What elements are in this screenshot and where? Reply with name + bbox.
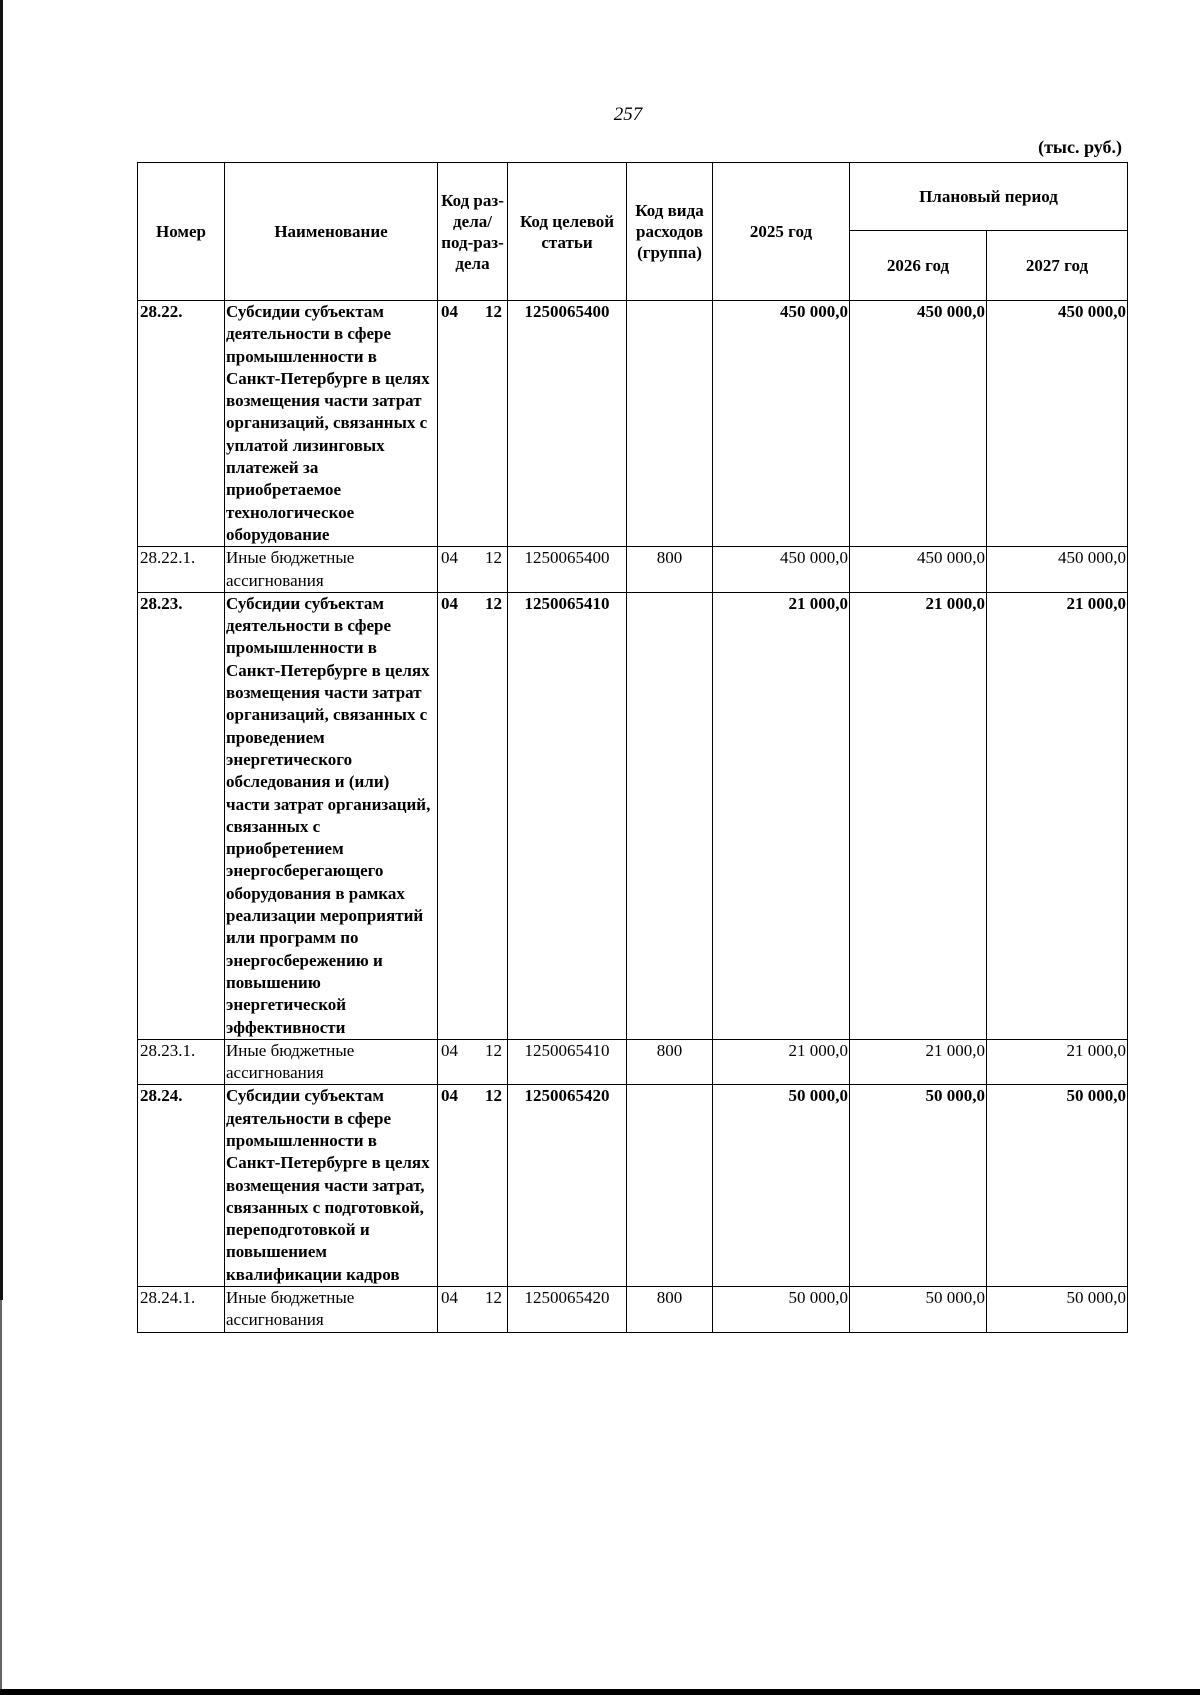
section-subsection <box>440 547 505 569</box>
scan-edge-mark <box>0 1300 2 1690</box>
subsection-code: 12 <box>485 302 502 321</box>
section-subsection <box>440 1085 505 1107</box>
row-amount-2026: 450 000,0 <box>850 547 987 593</box>
table-row <box>138 301 1128 547</box>
row-amount-2027: 450 000,0 <box>987 301 1128 547</box>
scan-bottom-edge <box>0 1689 1200 1695</box>
subsection-code: 12 <box>485 1086 502 1106</box>
header-number: Номер <box>138 163 225 301</box>
row-amount-2025: 450 000,0 <box>713 547 850 593</box>
header-planning-period: Плановый период <box>850 163 1128 231</box>
subsection-code: 12 <box>485 593 502 613</box>
header-expense-code: Код вида расходов (группа) <box>627 163 713 301</box>
row-expense-code <box>627 1085 713 1287</box>
row-amount-2026: 450 000,0 <box>850 301 987 547</box>
section-code: 04 <box>441 1086 458 1106</box>
row-target-code: 1250065410 <box>508 592 627 1039</box>
row-amount-2027: 21 000,0 <box>987 1039 1128 1085</box>
table-row <box>138 1039 1128 1085</box>
row-amount-2026: 21 000,0 <box>850 1039 987 1085</box>
table-row <box>138 1287 1128 1333</box>
header-year-2027: 2027 год <box>987 231 1128 301</box>
subsection-code: 12 <box>485 1288 502 1308</box>
row-name: Субсидии субъектам деятельности в сфере промышленности в Санкт-Петербурге в целях возмещения части затрат организаций, связанных с уплатой лизинговых платежей за приобретаемое технологическое оборудование <box>225 301 438 547</box>
row-number: 28.24.1. <box>138 1287 225 1333</box>
row-expense-code <box>627 592 713 1039</box>
row-target-code: 1250065420 <box>508 1085 627 1287</box>
row-target-code: 1250065420 <box>508 1287 627 1333</box>
row-target-code: 1250065400 <box>508 301 627 547</box>
row-section-code <box>438 301 508 547</box>
row-amount-2026: 50 000,0 <box>850 1085 987 1287</box>
section-code: 04 <box>441 548 458 568</box>
row-number: 28.23. <box>138 592 225 1039</box>
section-subsection <box>440 301 505 323</box>
section-subsection <box>440 1040 505 1062</box>
row-target-code: 1250065400 <box>508 547 627 593</box>
header-name: Наименование <box>225 163 438 301</box>
row-section-code <box>438 547 508 593</box>
row-target-code: 1250065410 <box>508 1039 627 1085</box>
row-amount-2027: 50 000,0 <box>987 1287 1128 1333</box>
row-amount-2025: 50 000,0 <box>713 1287 850 1333</box>
subsection-code: 12 <box>485 548 502 568</box>
section-subsection <box>440 1287 505 1309</box>
section-code: 04 <box>441 1288 458 1308</box>
row-name: Субсидии субъектам деятельности в сфере промышленности в Санкт-Петербурге в целях возмещения части затрат организаций, связанных с проведением энергетического обследования и (или) части затрат организаций, связанных с приобретением энергосберегающего оборудования в рамках реализации мероприятий или программ по энергосбережению и повышению энергетической эффективности <box>225 592 438 1039</box>
row-number: 28.23.1. <box>138 1039 225 1085</box>
header-section-code: Код раз-дела/ под-раз-дела <box>438 163 508 301</box>
row-section-code <box>438 1039 508 1085</box>
row-section-code <box>438 1085 508 1287</box>
row-number: 28.22.1. <box>138 547 225 593</box>
subsection-code: 12 <box>485 1040 502 1060</box>
budget-table <box>137 162 1128 1333</box>
section-subsection <box>440 593 505 615</box>
row-amount-2027: 50 000,0 <box>987 1085 1128 1287</box>
row-name: Иные бюджетные ассигнования <box>225 1039 438 1085</box>
row-expense-code: 800 <box>627 1287 713 1333</box>
row-section-code <box>438 1287 508 1333</box>
row-expense-code: 800 <box>627 1039 713 1085</box>
table-row <box>138 1085 1128 1287</box>
row-expense-code <box>627 301 713 547</box>
header-year-2026: 2026 год <box>850 231 987 301</box>
section-code: 04 <box>441 593 458 613</box>
row-name: Субсидии субъектам деятельности в сфере промышленности в Санкт-Петербурге в целях возмещения части затрат, связанных с подготовкой, переподготовкой и повышением квалификации кадров <box>225 1085 438 1287</box>
header-year-2025: 2025 год <box>713 163 850 301</box>
page-number: 257 <box>613 104 643 125</box>
row-amount-2027: 450 000,0 <box>987 547 1128 593</box>
table-row <box>138 547 1128 593</box>
row-name: Иные бюджетные ассигнования <box>225 1287 438 1333</box>
header-target-code: Код целевой статьи <box>508 163 627 301</box>
row-amount-2026: 21 000,0 <box>850 592 987 1039</box>
row-amount-2025: 21 000,0 <box>713 592 850 1039</box>
units-label: (тыс. руб.) <box>1038 137 1122 157</box>
row-amount-2025: 450 000,0 <box>713 301 850 547</box>
row-section-code <box>438 592 508 1039</box>
row-amount-2025: 50 000,0 <box>713 1085 850 1287</box>
row-name: Иные бюджетные ассигнования <box>225 547 438 593</box>
section-code: 04 <box>441 1040 458 1060</box>
row-amount-2026: 50 000,0 <box>850 1287 987 1333</box>
row-amount-2025: 21 000,0 <box>713 1039 850 1085</box>
row-expense-code: 800 <box>627 547 713 593</box>
scan-edge-mark <box>0 0 3 1300</box>
row-number: 28.22. <box>138 301 225 547</box>
section-code: 04 <box>441 302 458 321</box>
row-amount-2027: 21 000,0 <box>987 592 1128 1039</box>
row-number: 28.24. <box>138 1085 225 1287</box>
table-row <box>138 592 1128 1039</box>
